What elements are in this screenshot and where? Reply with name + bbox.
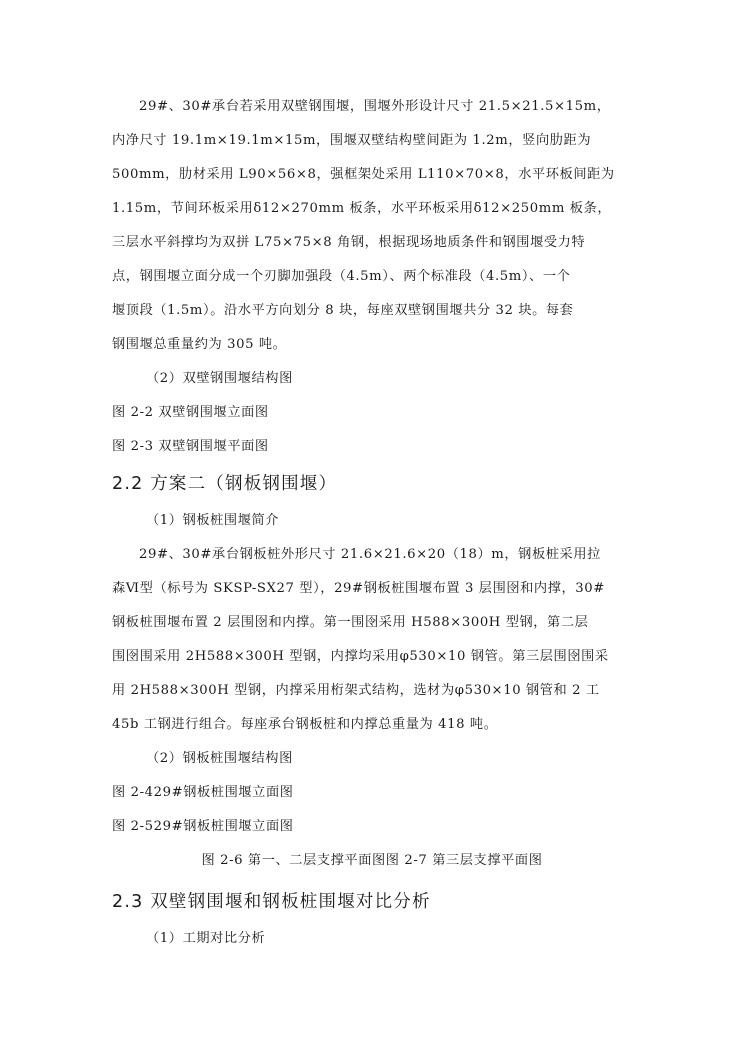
figure-caption: 图 2-3 双壁钢围堰平面图 xyxy=(112,439,269,454)
figure-caption: 图 2-529#钢板桩围堰立面图 xyxy=(112,819,294,834)
sub-heading-intro: （1）钢板桩围堰简介 xyxy=(146,513,280,528)
paragraph-line: 29#、30#承台若采用双壁钢围堰，围堰外形设计尺寸 21.5×21.5×15m， xyxy=(139,99,611,114)
paragraph-line: 森Ⅵ型（标号为 SKSP-SX27 型），29#钢板桩围堰布置 3 层围囹和内撑，30# xyxy=(112,581,605,596)
paragraph-line: 内净尺寸 19.1m×19.1m×15m，围堰双壁结构壁间距为 1.2m，竖向肋距为 xyxy=(112,133,592,148)
sub-heading-structure: （2）钢板桩围堰结构图 xyxy=(146,751,293,766)
paragraph-line: 点，钢围堰立面分成一个刃脚加强段（4.5m）、两个标准段（4.5m）、一个 xyxy=(112,269,571,284)
figure-caption: 图 2-6 第一、二层支撑平面图图 2-7 第三层支撑平面图 xyxy=(201,853,543,868)
paragraph-line: 1.15m，节间环板采用δ12×270mm 板条，水平环板采用δ12×250mm 板条， xyxy=(112,201,612,216)
paragraph-line: 用 2H588×300H 型钢，内撑采用桁架式结构，选材为φ530×10 钢管和 2 工 xyxy=(112,683,600,698)
sheet-pile-paragraph xyxy=(112,538,652,742)
paragraph-line: 围囹围采用 2H588×300H 型钢，内撑均采用φ530×10 钢管。第三层围囹围采 xyxy=(112,649,609,664)
paragraph-line: 钢板桩围堰布置 2 层围囹和内撑。第一围囹采用 H588×300H 型钢，第二层 xyxy=(112,615,589,630)
section-heading-2-3: 2.3 双壁钢围堰和钢板桩围堰对比分析 xyxy=(112,892,431,912)
cofferdam-double-wall-paragraph xyxy=(112,90,652,362)
paragraph-line: 500mm，肋材采用 L90×56×8，强框架处采用 L110×70×8，水平环板间距为 xyxy=(112,167,615,182)
paragraph-line: 45b 工钢进行组合。每座承台钢板桩和内撑总重量为 418 吨。 xyxy=(112,717,498,732)
paragraph-line: 三层水平斜撑均为双拼 L75×75×8 角钢，根据现场地质条件和钢围堰受力特 xyxy=(112,235,586,250)
figure-caption: 图 2-2 双壁钢围堰立面图 xyxy=(112,405,269,420)
paragraph-line: 堰顶段（1.5m）。沿水平方向划分 8 块，每座双壁钢围堰共分 32 块。每套 xyxy=(112,303,574,318)
sub-heading-structure: （2）双壁钢围堰结构图 xyxy=(146,371,293,386)
figure-caption: 图 2-429#钢板桩围堰立面图 xyxy=(112,785,294,800)
sub-heading-schedule: （1）工期对比分析 xyxy=(146,931,266,946)
paragraph-line: 29#、30#承台钢板桩外形尺寸 21.6×21.6×20（18）m，钢板桩采用拉 xyxy=(139,547,601,562)
section-heading-2-2: 2.2 方案二（钢板钢围堰） xyxy=(112,474,338,494)
paragraph-line: 钢围堰总重量约为 305 吨。 xyxy=(112,337,287,352)
